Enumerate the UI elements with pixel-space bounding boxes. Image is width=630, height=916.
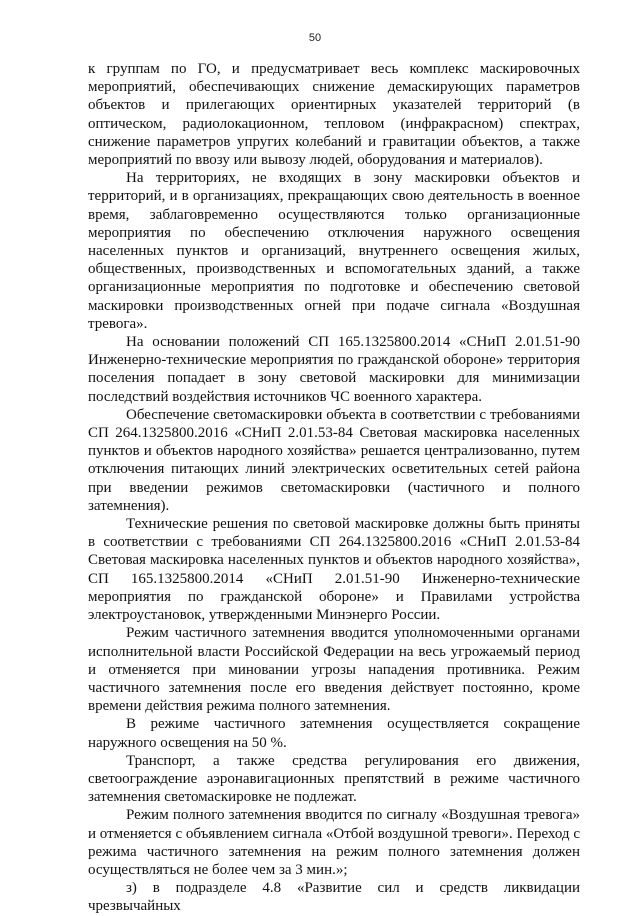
paragraph-6: Режим частичного затемнения вводится уполномоченными органами исполнительной власти Российской Федерации на весь угрожаемый период и отменяется при миновании угрозы нападения противника. Режим частичного затемнения после его введения действует постоянно, кроме времени действия режима полного затемнения. [88,625,580,715]
paragraph-4: Обеспечение светомаскировки объекта в соответствии с требованиями СП 264.1325800.2016 «СНиП 2.01.53-84 Световая маскировка населенных пунктов и объектов народного хозяйства» решается централизованно, путем отключения питающих линий электрических осветительных сетей района при введении режимов светомаскировки (частичного и полного затемнения). [88,406,580,514]
paragraph-10: з) в подразделе 4.8 «Развитие сил и средств ликвидации чрезвычайных [88,880,580,915]
paragraph-8: Транспорт, а также средства регулирования его движения, светоограждение аэронавигационных препятствий в режиме частичного затемнения светомаскировке не подлежат. [88,752,580,806]
paragraph-9: Режим полного затемнения вводится по сигналу «Воздушная тревога» и отменяется с объявлением сигнала «Отбой воздушной тревоги». Переход с режима частичного затемнения на режим полного затемнения должен осуществляться не более чем за 3 мин.»; [88,807,580,878]
paragraph-1: к группам по ГО, и предусматривает весь комплекс маскировочных мероприятий, обеспечивающих снижение демаскирующих параметров объектов и прилегающих ориентирных указателей территорий (в оптическом, радиолокационном, тепловом (инфракрасном) спектрах, снижение параметров упругих колебаний и гравитации объектов, а также мероприятий по ввозу или вывозу людей, оборудования и материалов). [88,61,580,169]
paragraph-3: На основании положений СП 165.1325800.2014 «СНиП 2.01.51-90 Инженерно-технические мероприятия по гражданской обороне» территория поселения попадает в зону световой маскировки для минимизации последствий воздействия источников ЧС военного характера. [88,334,580,405]
document-body [88,60,580,916]
paragraph-5: Технические решения по световой маскировке должны быть приняты в соответствии с требованиями СП 264.1325800.2016 «СНиП 2.01.53-84 Световая маскировка населенных пунктов и объектов народного хозяйства», СП 165.1325800.2014 «СНиП 2.01.51-90 Инженерно-технические мероприятия по гражданской обороне» и Правилами устройства электроустановок, утвержденными Минэнерго России. [88,516,580,624]
paragraph-7: В режиме частичного затемнения осуществляется сокращение наружного освещения на 50 %. [88,716,580,751]
paragraph-2: На территориях, не входящих в зону маскировки объектов и территорий, и в организациях, прекращающих свою деятельность в военное время, заблаговременно осуществляются только организационные мероприятия по обеспечению отключения наружного освещения населенных пунктов и организаций, внутреннего освещения жилых, общественных, производственных и вспомогательных зданий, а также организационные мероприятия по подготовке и обеспечению световой маскировки производственных огней при подаче сигнала «Воздушная тревога». [88,170,580,332]
page-number: 50 [308,32,322,44]
